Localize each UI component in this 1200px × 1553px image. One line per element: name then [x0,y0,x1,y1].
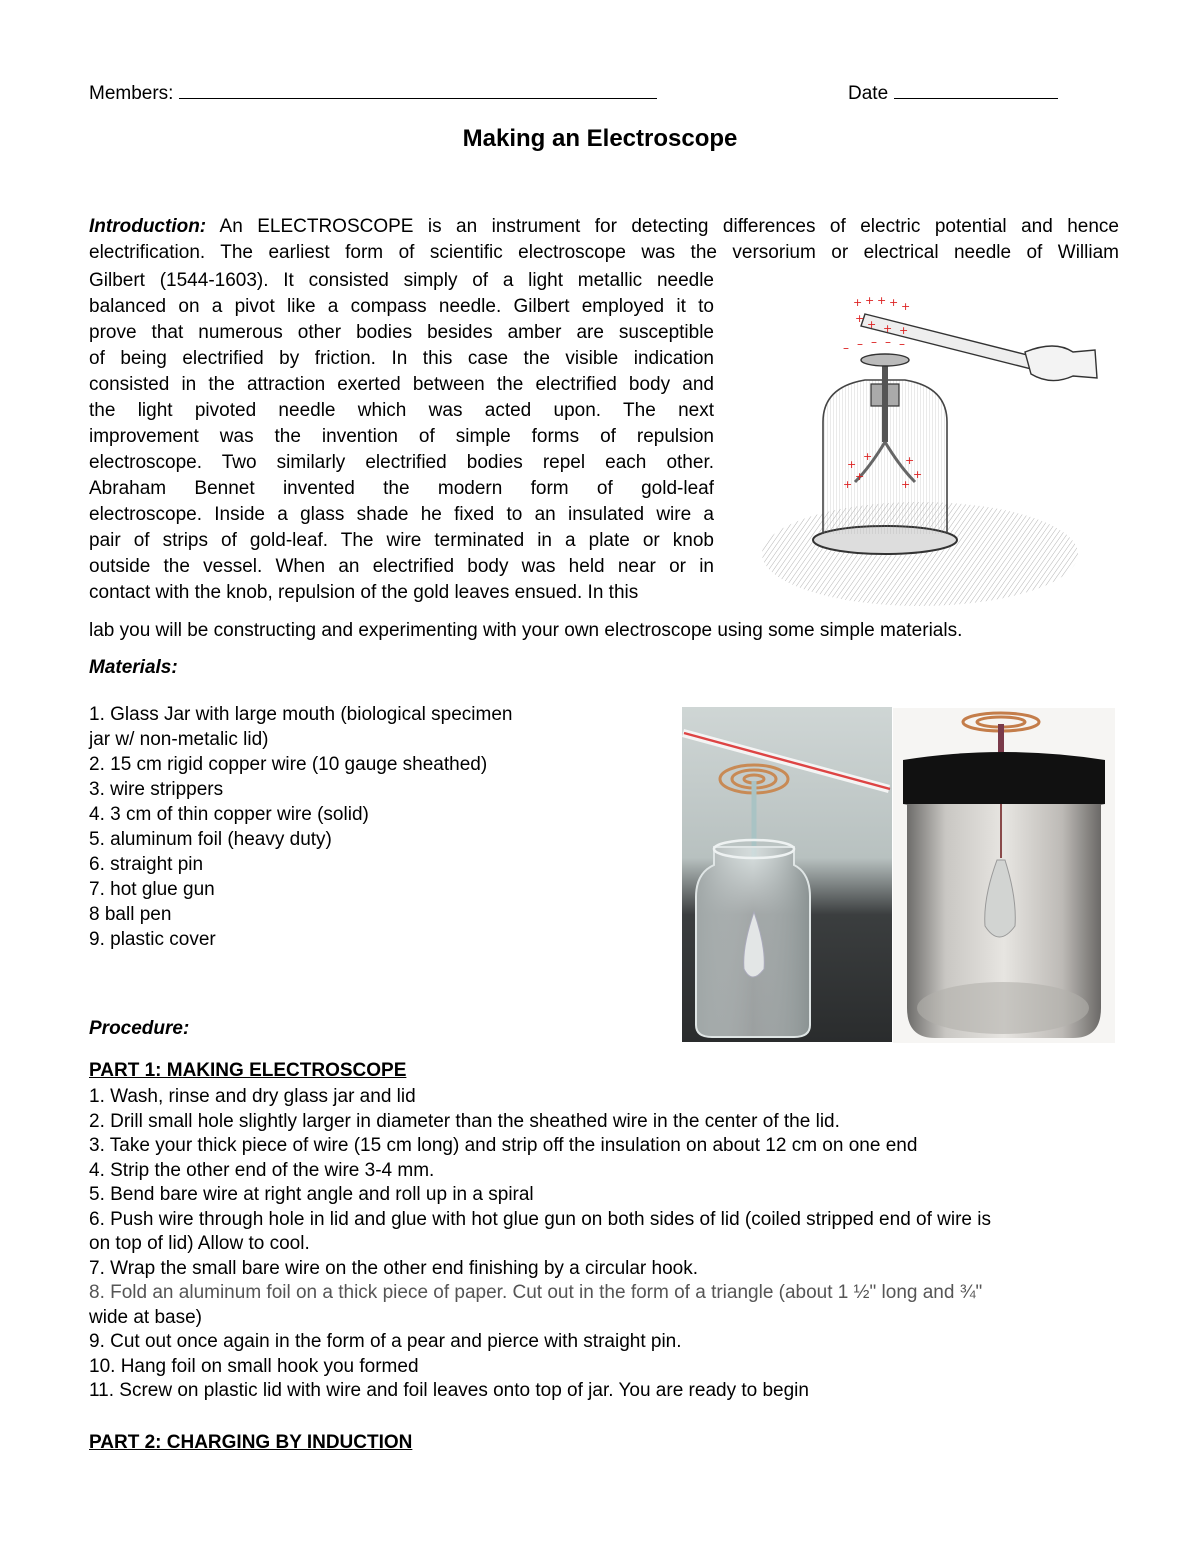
jar-with-black-lid-photo [893,708,1115,1043]
procedure-step: 4. Strip the other end of the wire 3-4 mm. [89,1159,435,1181]
intro-line: improvement was the invention of simple forms of repulsion [89,426,714,447]
procedure-heading: Procedure: [89,1018,190,1039]
date-field [848,80,1058,105]
procedure-step: 7. Wrap the small bare wire on the other end finishing by a circular hook. [89,1257,699,1279]
procedure-step: 5. Bend bare wire at right angle and roll up in a spiral [89,1184,534,1205]
page-title: Making an Electroscope [462,125,738,152]
minus-charge: – [899,337,905,351]
intro-line: lab you will be constructing and experimenting with your own electroscope using some simple materials. [89,620,963,641]
electroscope-engraving-illustration [755,282,1115,612]
plus-charge: + [883,322,893,335]
plus-charge: + [853,296,863,309]
materials-item: 6. straight pin [89,854,204,875]
members-field [89,80,657,105]
intro-line: pair of strips of gold-leaf. The wire terminated in a plate or knob [89,530,714,551]
plus-charge: + [847,458,857,471]
materials-item: 2. 15 cm rigid copper wire (10 gauge sheathed) [89,754,488,775]
hand [1025,346,1097,381]
plus-charge: + [901,300,911,313]
materials-list [89,702,649,952]
intro-line: the light pivoted needle which was acted upon. The next [89,400,714,421]
intro-line: electroscope. Inside a glass shade he fixed to an insulated wire a [89,504,714,525]
materials-item: 1. Glass Jar with large mouth (biological specimen [89,704,513,725]
materials-item: 8 ball pen [89,904,172,925]
black-lid [903,752,1105,811]
intro-line: contact with the knob, repulsion of the gold leaves ensued. In this [89,582,639,603]
procedure-step: 6. Push wire through hole in lid and glue with hot glue gun on both sides of lid (coiled stripped end of wire is [89,1208,991,1230]
plus-charge: + [863,450,873,463]
intro-line: electroscope. Two similarly electrified bodies repel each other. [89,452,714,473]
members-blank-line[interactable] [179,80,657,99]
materials-item: 3. wire strippers [89,779,224,800]
date-label: Date [848,83,889,104]
intro-line: consisted in the attraction exerted between the electrified body and [89,374,714,395]
plate-charges [843,335,905,355]
plus-charge: + [867,318,877,331]
plus-charge: + [855,312,865,325]
procedure-steps [89,1085,1119,1404]
materials-item: 7. hot glue gun [89,879,215,900]
intro-line: Abraham Bennet invented the modern form of gold-leaf [89,478,714,499]
materials-item: 4. 3 cm of thin copper wire (solid) [89,804,369,825]
knob-plate [861,354,909,366]
procedure-step: 11. Screw on plastic lid with wire and foil leaves onto top of jar. You are ready to begin [89,1380,809,1401]
procedure-step: 10. Hang foil on small hook you formed [89,1355,419,1377]
metal-rod [882,362,888,442]
introduction-paragraph-wrapped [89,268,714,606]
jar-bottom [917,982,1089,1034]
intro-line: prove that numerous other bodies besides amber are susceptible [89,322,714,343]
part1-heading: PART 1: MAKING ELECTROSCOPE [89,1060,407,1081]
intro-line: Gilbert (1544-1603). It consisted simply of a light metallic needle [89,270,714,291]
members-label: Members: [89,83,174,104]
jar-with-straw-photo [682,707,892,1042]
procedure-step: 1. Wash, rinse and dry glass jar and lid [89,1086,416,1107]
intro-line: outside the vessel. When an electrified body was held near or in [89,556,714,577]
procedure-step: 3. Take your thick piece of wire (15 cm long) and strip off the insulation on about 12 cm on one end [89,1135,918,1156]
plus-charge: + [901,478,911,491]
part2-heading: PART 2: CHARGING BY INDUCTION [89,1432,413,1453]
intro-text: An ELECTROSCOPE is an instrument for detecting differences of electric potential and hence [219,216,1119,237]
plus-charge: + [855,470,865,483]
materials-item: jar w/ non-metalic lid) [89,729,269,750]
plus-charge: + [843,478,853,491]
materials-item: 9. plastic cover [89,929,216,950]
plus-charge: + [905,454,915,467]
procedure-step: 8. Fold an aluminum foil on a thick piece of paper. Cut out in the form of a triangle (about 1 ½" long and ¾" [89,1282,983,1303]
plus-charge: + [865,294,875,307]
minus-charge: – [871,335,877,349]
procedure-step: 9. Cut out once again in the form of a pear and pierce with straight pin. [89,1331,682,1352]
procedure-step: on top of lid) Allow to cool. [89,1233,310,1254]
intro-line [89,214,1119,240]
minus-charge: – [843,341,849,355]
procedure-step: 2. Drill small hole slightly larger in diameter than the sheathed wire in the center of the lid. [89,1110,840,1132]
plus-charge: + [877,294,887,307]
plus-charge: + [913,468,923,481]
plus-charge: + [889,296,899,309]
intro-line: of being electrified by friction. In this case the visible indication [89,348,714,369]
intro-line: balanced on a pivot like a compass needle. Gilbert employed it to [89,296,714,317]
plus-charge: + [899,324,909,337]
procedure-step: wide at base) [89,1306,203,1328]
materials-item: 5. aluminum foil (heavy duty) [89,829,332,850]
materials-heading: Materials: [89,657,178,678]
minus-charge: – [857,337,863,351]
intro-line: electrification. The earliest form of scientific electroscope was the versorium or electrical needle of William [89,242,1119,263]
minus-charge: – [885,335,891,349]
introduction-paragraph-top [89,214,1119,266]
introduction-label: Introduction: [89,216,207,237]
date-blank-line[interactable] [894,80,1058,99]
